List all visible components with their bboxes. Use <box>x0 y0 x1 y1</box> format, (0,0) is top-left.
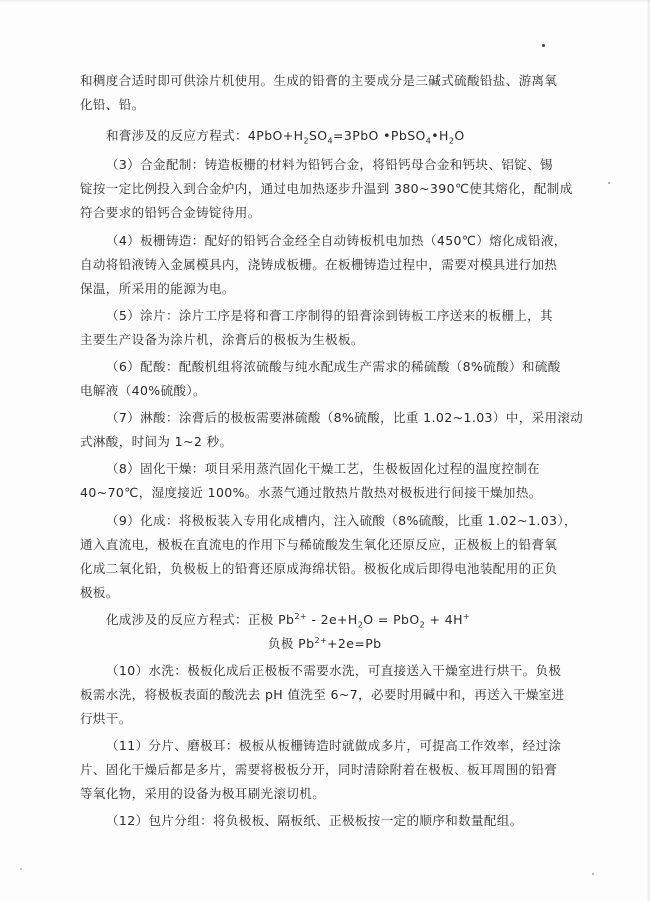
reaction-line <box>106 609 470 631</box>
scan-speck <box>592 873 594 875</box>
text-line: （6）配酸：配酸机组将浓硫酸与纯水配成生产需求的稀硫酸（8%硫酸）和硫酸 <box>106 359 561 374</box>
scan-speck <box>20 868 22 870</box>
text-line: 片、固化干燥后都是多片，需要将极板分开，同时清除附着在极板、板耳周围的铅膏 <box>80 762 558 777</box>
text-line: 自动将铅液铸入金属模具内，浇铸成板栅。在板栅铸造过程中，需要对模具进行加热 <box>80 257 558 272</box>
text-line: 板需水洗，将极板表面的酸洗去 pH 值洗至 6~7，必要时用碱中和，再送入干燥室进 <box>80 687 565 702</box>
text-line: 和稠度合适时即可供涂片机使用。生成的铅膏的主要成分是三碱式硫酸铅盐、游离氧 <box>80 73 558 88</box>
text-line: 主要生产设备为涂片机，涂膏后的极板为生极板。 <box>80 332 364 347</box>
text-line: 锭按一定比例投入到合金炉内，通过电加热逐步升温到 380~390℃使其熔化，配制成 <box>80 181 573 196</box>
text-line: （8）固化干燥：项目采用蒸汽固化干燥工艺，生极板固化过程的温度控制在 <box>106 461 541 476</box>
text-line: 40~70℃，湿度接近 100%。水蒸气通过散热片散热对极板进行间接干燥加热。 <box>80 485 542 500</box>
reaction-positive-electrode: 正极 $Pb^{2+} - 2e+H_2O = PbO_2 + 4H^+$ <box>247 611 470 630</box>
reaction-line <box>106 125 465 147</box>
text-line: （11）分片、磨极耳：极板从板栅铸造时就做成多片，可提高工作效率，经过涂 <box>106 738 562 753</box>
reaction-negative-electrode: 负极 $Pb^{2+}+2e=Pb$ <box>268 635 382 651</box>
text-line: 等氧化物，采用的设备为极耳刷光滚切机。 <box>80 786 326 801</box>
text-line: （9）化成：将极板装入专用化成槽内，注入硫酸（8%硫酸，比重 1.02~1.03）， <box>106 513 577 528</box>
text-line: （7）淋酸：涂膏后的极板需要淋硫酸（8%硫酸，比重 1.02~1.03）中，采用滚动 <box>106 410 584 425</box>
text-line: （5）涂片：涂片工序是将和膏工序制得的铅膏涂到铸板工序送来的板栅上，其 <box>106 308 553 323</box>
text-line: （4）板栅铸造：配好的铅钙合金经全自动铸板机电加热（450℃）熔化成铅液， <box>106 233 567 248</box>
reaction-formula: $4PbO+H_2SO_4=3PbO$ $•PbSO_4•H_2O$ <box>247 128 465 146</box>
text-line: 通入直流电，极板在直流电的作用下与稀硫酸发生氧化还原反应，正极板上的铅膏氧 <box>80 537 558 552</box>
text-line: 化铅、铅。 <box>80 97 145 112</box>
reaction-label: 和膏涉及的反应方程式： <box>106 128 248 143</box>
text-line: 化成二氧化铅，负极板上的铅膏还原成海绵状铅。极板化成后即得电池装配用的正负 <box>80 561 558 576</box>
scan-edge-shadow <box>646 0 650 901</box>
text-line: 符合要求的铅钙合金铸锭待用。 <box>80 205 261 220</box>
text-line: 极板。 <box>80 585 119 600</box>
scan-speck <box>608 182 610 184</box>
text-line: （3）合金配制：铸造板栅的材料为铅钙合金，将铅钙母合金和钙块、铝锭、锡 <box>106 157 553 172</box>
text-line: （10）水洗：极板化成后正极板不需要水洗，可直接送入干燥室进行烘干。负极 <box>106 663 562 678</box>
scan-top-shadow <box>0 0 650 3</box>
text-line: （12）包片分组：将负极板、隔板纸、正极板按一定的顺序和数量配组。 <box>106 813 523 828</box>
scan-speck <box>542 44 545 47</box>
reaction-label: 化成涉及的反应方程式： <box>106 612 248 627</box>
text-line: 保温，所采用的能源为电。 <box>80 281 235 296</box>
text-line: 电解液（40%硫酸）。 <box>80 383 206 398</box>
text-line: 行烘干。 <box>80 711 132 726</box>
text-line: 式淋酸，时间为 1~2 秒。 <box>80 434 233 449</box>
